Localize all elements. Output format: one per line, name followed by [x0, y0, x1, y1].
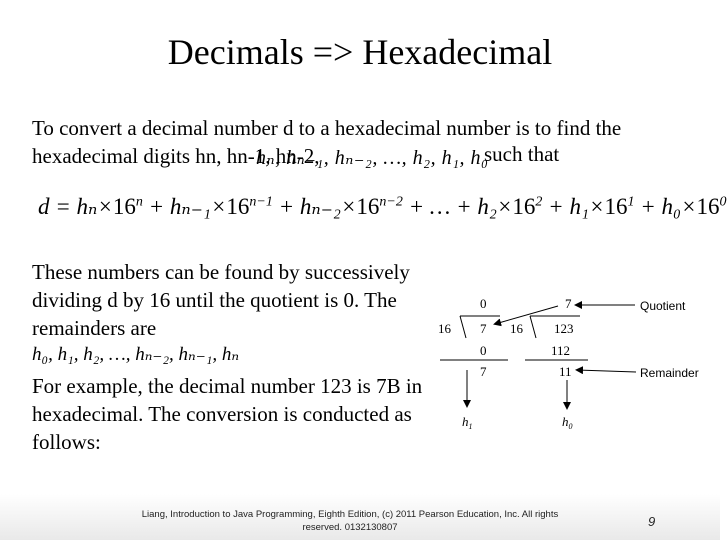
term: $h_0\times 16^0$ [661, 194, 727, 219]
example-paragraph: For example, the decimal number 123 is 7B in hexadecimal. The conversion is conducted as follows: [32, 374, 423, 454]
formula-lhs: d = [38, 194, 71, 219]
step1-divisor: 16 [510, 321, 523, 336]
step1-digit: $h_0$ [562, 414, 573, 431]
long-division-diagram [430, 288, 715, 438]
step1-quotient: 7 [565, 296, 572, 311]
dividing-paragraph: These numbers can be found by successively dividing d by 16 until the quotient is 0. The remainders are [32, 260, 410, 340]
expansion-formula: $d = h_n\times 16^n + h_{n-1}\times 16^{n-1} + h_{n-2}\times 16^{n-2}$ + … + $h_2\times 16^2 + h_1\times 16^1 + h_0\times 16^0$ [38, 194, 727, 219]
footer-copyright: Liang, Introduction to Java Programming, Eighth Edition, (c) 2011 Pearson Education, Inc. All rights reserved. 0132130807 [141, 509, 559, 533]
hex-digits-inline: hₙ, hₙ₋₁, hₙ₋₂, …, h₂, h₁, h₀ [256, 147, 489, 169]
step2-bracket-side [460, 316, 466, 338]
term: $h_2\times 16^2$ [477, 194, 543, 219]
quotient-to-dividend-arrow [495, 306, 558, 324]
step2-digit: $h_1$ [462, 414, 473, 431]
step2-divisor: 16 [438, 321, 451, 336]
remainder-label-arrow [577, 370, 636, 372]
term: $h_{n-1}\times 16^{n-1}$ [169, 194, 273, 219]
step1-product: 112 [551, 343, 571, 358]
quotient-label: Quotient [640, 299, 686, 313]
remainder-label: Remainder [640, 366, 699, 380]
step2-quotient: 0 [480, 296, 487, 311]
term: $h_{n-2}\times 16^{n-2}$ [299, 194, 403, 219]
step2-dividend: 7 [480, 321, 487, 336]
term: $h_1\times 16^1$ [569, 194, 635, 219]
term: … [429, 194, 451, 219]
step2-product: 0 [480, 343, 487, 358]
page-number: 9 [648, 514, 656, 529]
step1-dividend: 123 [554, 321, 574, 336]
step2-remainder: 7 [480, 364, 487, 379]
such-that-text: such that [484, 142, 560, 166]
remainders-list: h₀, h₁, h₂, …, hₙ₋₂, hₙ₋₁, hₙ [32, 344, 240, 365]
slide-title: Decimals => Hexadecimal [167, 32, 553, 72]
step1-remainder: 11 [559, 364, 572, 379]
term: $h_n\times 16^n$ [76, 194, 143, 219]
intro-paragraph: To convert a decimal number d to a hexadecimal number is to find the hexadecimal digits hn, hn-1, hn-2, [32, 116, 622, 168]
step1-bracket-side [530, 316, 536, 338]
